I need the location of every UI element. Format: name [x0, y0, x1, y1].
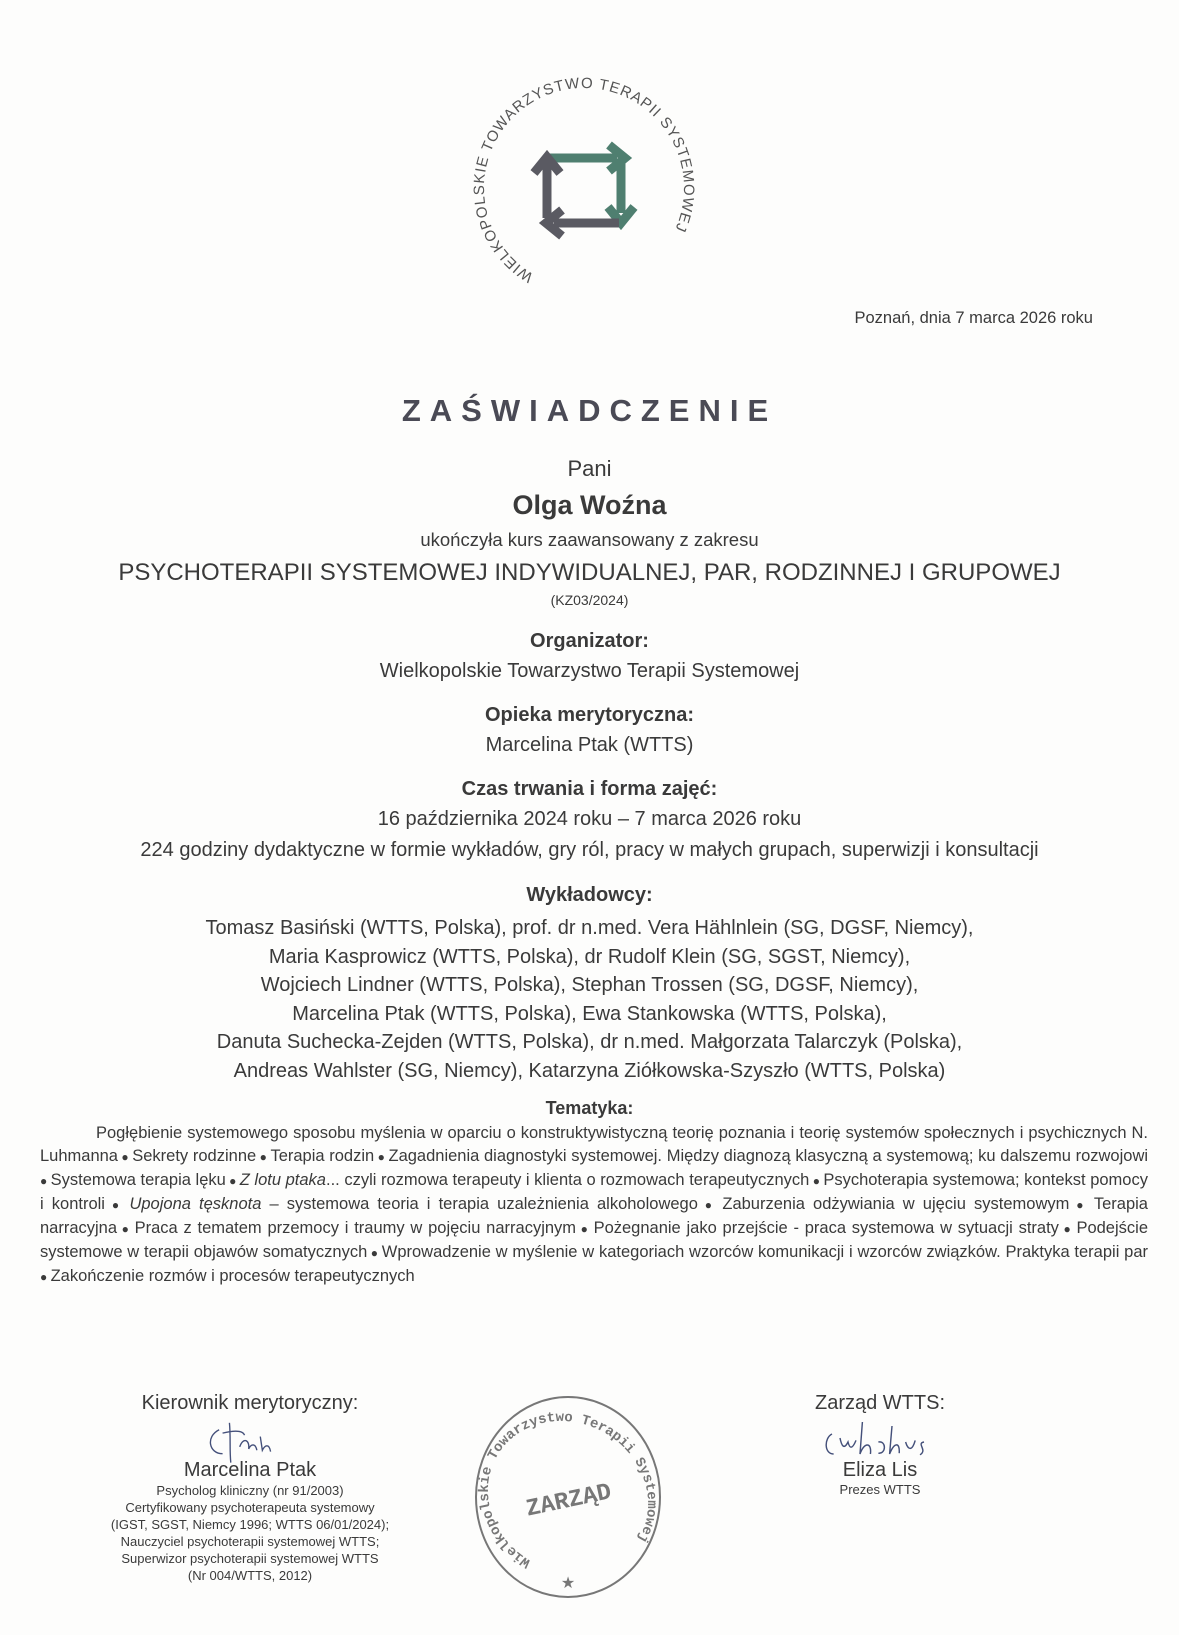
bullet-icon: ●	[104, 1198, 130, 1212]
topic-item-text: Praca z tematem przemocy i traumy w pojęciu narracyjnym	[134, 1219, 577, 1237]
topic-item	[51, 1267, 415, 1285]
topics-paragraph	[40, 1122, 1148, 1289]
official-stamp	[468, 1392, 668, 1602]
duration-heading: Czas trwania i forma zajęć:	[461, 778, 718, 800]
logo-ring-text: WIELKOPOLSKIE TOWARZYSTWO TERAPII SYSTEMOWEJ	[470, 74, 698, 286]
topic-item-text: Zagadnienia diagnostyki systemowej. Między diagnozą klasyczną a systemową; ku dalszemu rozwojowi	[388, 1147, 1149, 1165]
right-signatory-label: Zarząd WTTS:	[814, 1392, 945, 1414]
topic-item	[135, 1219, 576, 1237]
handwritten-signature-right	[800, 1418, 960, 1462]
lecturers-line: Tomasz Basiński (WTTS, Polska), prof. dr n.med. Vera Hählnlein (SG, DGSF, Niemcy),	[205, 917, 974, 939]
bullet-icon: ●	[1069, 1198, 1094, 1212]
bullet-icon: ●	[697, 1198, 723, 1212]
left-signatory-name: Marcelina Ptak	[183, 1459, 317, 1481]
bullet-icon: ●	[40, 1270, 51, 1284]
topic-item	[132, 1147, 256, 1165]
topic-item-text: ... czyli rozmowa terapeuty i klienta o rozmowach terapeutycznych	[325, 1171, 810, 1189]
lecturers-line: Danuta Suchecka-Zejden (WTTS, Polska), dr n.med. Małgorzata Talarczyk (Polska),	[216, 1031, 963, 1053]
course-name: PSYCHOTERAPII SYSTEMOWEJ INDYWIDUALNEJ, PAR, RODZINNEJ I GRUPOWEJ	[118, 559, 1061, 586]
lecturers-list	[0, 914, 1179, 1085]
credential-line: Nauczyciel psychoterapii systemowej WTTS;	[120, 1534, 380, 1549]
credential-line: (Nr 004/WTTS, 2012)	[187, 1568, 313, 1583]
bullet-icon: ●	[225, 1174, 240, 1188]
topic-item	[722, 1195, 1069, 1213]
topic-item-italic: Upojona tęsknota	[129, 1195, 262, 1213]
stamp-ring-text: Wielkopolskie Towarzystwo Terapii Systemowej	[476, 1409, 660, 1571]
duration-dates: 16 października 2024 roku – 7 marca 2026 roku	[377, 808, 802, 830]
bullet-icon: ●	[367, 1246, 382, 1260]
salutation: Pani	[567, 456, 612, 481]
duration-form: 224 godziny dydaktyczne w formie wykładów, gry ról, pracy w małych grupach, superwizji i konsultacji	[140, 839, 1039, 861]
course-code: (KZ03/2024)	[550, 592, 629, 608]
topic-item	[129, 1195, 697, 1213]
right-signatory-role: Prezes WTTS	[839, 1482, 921, 1497]
handwritten-signature-left	[180, 1416, 320, 1464]
supervision-value: Marcelina Ptak (WTTS)	[485, 734, 694, 756]
credential-line: (IGST, SGST, Niemcy 1996; WTTS 06/01/2024);	[110, 1517, 390, 1532]
topics-heading: Tematyka:	[545, 1098, 634, 1118]
bullet-icon: ●	[1058, 1222, 1077, 1236]
bullet-icon: ●	[117, 1222, 135, 1236]
organization-logo	[459, 63, 709, 313]
organizer-value: Wielkopolskie Towarzystwo Terapii Systemowej	[379, 660, 800, 682]
topic-item-text: Pogłębienie systemowego sposobu myślenia w oparciu o konstruktywistyczną teorię poznania i teorię systemów społecznych i psychicznych N. Luhmanna	[40, 1124, 1148, 1165]
bullet-icon: ●	[117, 1150, 133, 1164]
topic-item	[382, 1243, 1148, 1261]
lecturers-heading: Wykładowcy:	[526, 884, 653, 906]
star-icon: ★	[560, 1575, 576, 1592]
topic-item-text: – systemowa teoria i terapia uzależnienia alkoholowego	[261, 1195, 698, 1213]
lecturers-line: Wojciech Lindner (WTTS, Polska), Stephan Trossen (SG, DGSF, Niemcy),	[260, 974, 919, 996]
topic-item-text: Pożegnanie jako przejście - praca systemowa w sytuacji straty	[593, 1219, 1059, 1237]
stamp-center-text: ZARZĄD	[523, 1479, 615, 1524]
recipient-name: Olga Woźna	[512, 490, 667, 520]
topic-item-text: Zakończenie rozmów i procesów terapeutycznych	[50, 1267, 415, 1285]
bullet-icon: ●	[374, 1150, 389, 1164]
topic-item	[594, 1219, 1059, 1237]
topic-item-italic: Z lotu ptaka	[239, 1171, 326, 1189]
topic-item	[51, 1171, 226, 1189]
lecturers-line: Maria Kasprowicz (WTTS, Polska), dr Rudolf Klein (SG, SGST, Niemcy),	[268, 945, 911, 968]
bullet-icon: ●	[256, 1150, 271, 1164]
cycle-arrows-icon	[534, 145, 634, 236]
bullet-icon: ●	[40, 1174, 51, 1188]
credential-line: Certyfikowany psychoterapeuta systemowy	[125, 1500, 375, 1515]
topic-item-text: Terapia rodzin	[270, 1147, 375, 1165]
right-signatory-name: Eliza Lis	[842, 1459, 918, 1481]
bullet-icon: ●	[576, 1222, 594, 1236]
credential-line: Psycholog kliniczny (nr 91/2003)	[156, 1483, 344, 1498]
bullet-icon: ●	[809, 1174, 824, 1188]
organizer-heading: Organizator:	[530, 630, 649, 652]
left-signatory-label: Kierownik merytoryczny:	[141, 1392, 359, 1414]
topic-item-text: Zaburzenia odżywiania w ujęciu systemowym	[722, 1195, 1070, 1213]
topic-item-text: Sekrety rodzinne	[132, 1147, 257, 1165]
supervision-heading: Opieka merytoryczna:	[485, 704, 694, 726]
credential-line: Superwizor psychoterapii systemowej WTTS	[121, 1551, 379, 1566]
document-title: ZAŚWIADCZENIE	[401, 393, 778, 428]
topic-item-text: Systemowa terapia lęku	[50, 1171, 226, 1189]
topic-item-text: Wprowadzenie w myślenie w kategoriach wzorców komunikacji i wzorców związków. Praktyka terapii par	[381, 1243, 1148, 1261]
topic-item-text: Psychoterapia systemowa; kontekst pomocy i kontroli	[40, 1171, 1148, 1213]
issue-date: Poznań, dnia 7 marca 2026 roku	[854, 309, 1093, 327]
topic-item-text: Podejście systemowe w terapii objawów somatycznych	[40, 1219, 1148, 1261]
completion-statement: ukończyła kurs zaawansowany z zakresu	[420, 529, 759, 550]
topic-item-text: Terapia narracyjna	[40, 1195, 1148, 1237]
svg-text:WIELKOPOLSKIE TOWARZYSTWO TERA	[459, 63, 709, 313]
lecturers-line: Andreas Wahlster (SG, Niemcy), Katarzyna Ziółkowska-Szyszło (WTTS, Polska)	[233, 1059, 946, 1082]
topic-item	[388, 1147, 1148, 1165]
lecturers-line: Marcelina Ptak (WTTS, Polska), Ewa Stankowska (WTTS, Polska),	[292, 1002, 887, 1025]
topic-item	[240, 1171, 810, 1189]
topic-item	[270, 1147, 374, 1165]
